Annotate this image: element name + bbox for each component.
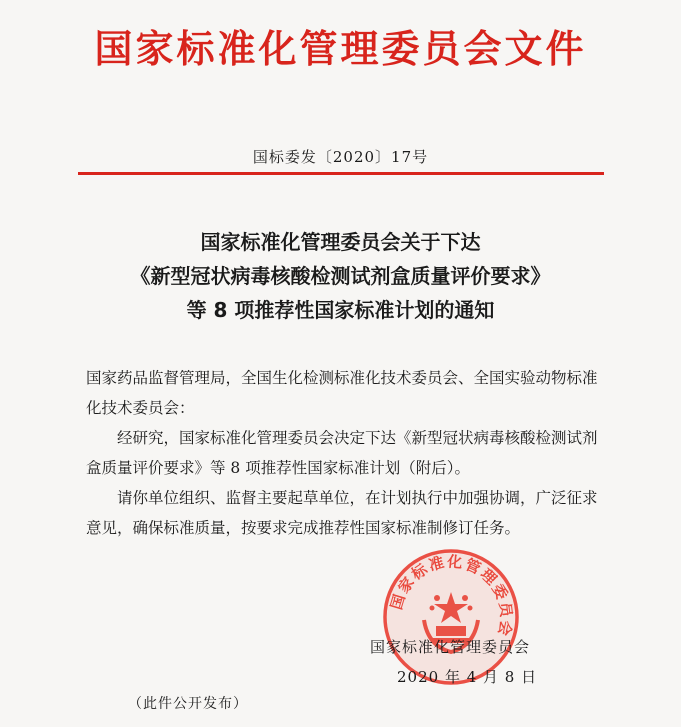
- notice-body: [86, 363, 606, 543]
- public-release-note: （此件公开发布）: [128, 696, 248, 712]
- issue-date: 2020 年 4 月 8 日: [397, 668, 538, 686]
- notice-title-line-2: 《新型冠状病毒核酸检测试剂盒质量评价要求》: [130, 264, 551, 288]
- document-header-title: 国家标准化管理委员会文件: [94, 27, 587, 71]
- document-number: 国标委发〔2020〕17号: [252, 148, 429, 166]
- recipients-paragraph: 国家药品监督管理局，全国生化检测标准化技术委员会、全国实验动物标准化技术委员会：: [86, 369, 598, 417]
- issuer-signature: 国家标准化管理委员会: [370, 638, 531, 656]
- notice-title-line-1: 国家标准化管理委员会关于下达: [200, 230, 481, 254]
- decision-paragraph: 经研究，国家标准化管理委员会决定下达《新型冠状病毒核酸检测试剂盒质量评价要求》等 8 项推荐性国家标准计划（附后）。: [86, 429, 598, 477]
- notice-title: [0, 225, 681, 327]
- instruction-paragraph: 请你单位组织、监督主要起草单位，在计划执行中加强协调，广泛征求意见，确保标准质量，按要求完成推荐性国家标准制修订任务。: [86, 489, 598, 537]
- notice-title-line-3: 等 8 项推荐性国家标准计划的通知: [186, 298, 495, 322]
- red-divider-line: [78, 172, 604, 175]
- seal-ring-text: 国家标准化管理委员会: [387, 552, 516, 640]
